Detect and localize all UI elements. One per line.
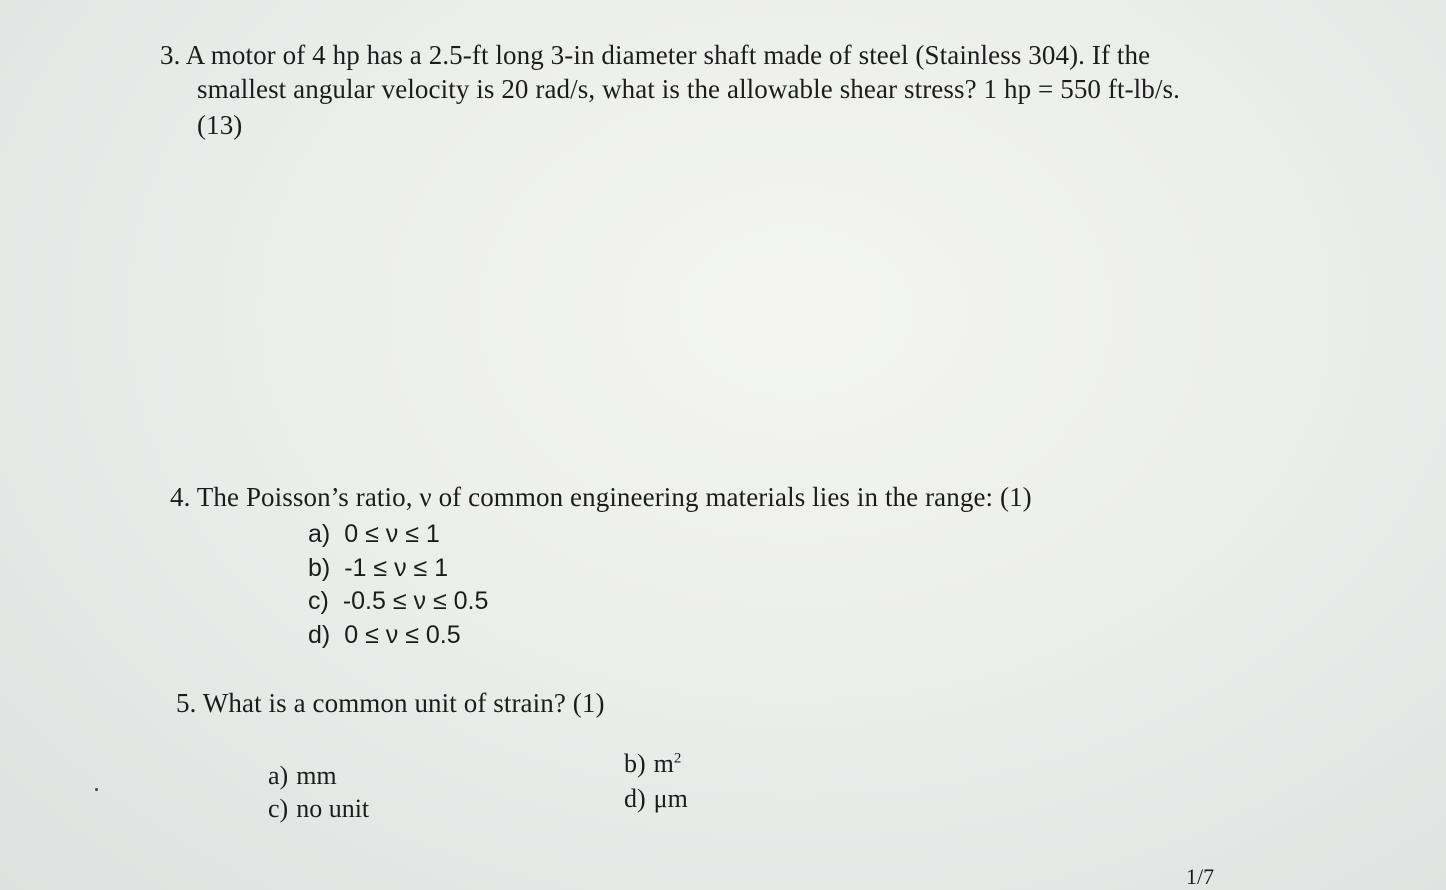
q5-option-b-superscript: 2 (673, 750, 682, 767)
q3-line-1: 3. A motor of 4 hp has a 2.5-ft long 3-in diameter shaft made of steel (Stainless 304). If the (160, 40, 1151, 70)
q4-option-c-text: -0.5 ≤ ν ≤ 0.5 (342, 587, 489, 615)
q5-option-d-label: d) (624, 784, 646, 813)
q4-option-a (308, 522, 440, 547)
q4-option-c (308, 589, 488, 614)
q5-option-b-text: m (653, 749, 674, 778)
q5-option-b (624, 751, 681, 777)
q4-option-b-label: b) (308, 554, 331, 582)
q5-question: 5. What is a common unit of strain? (1) (176, 688, 605, 718)
q3-line-3: (13) (197, 110, 243, 140)
q4-option-b (308, 556, 448, 581)
q5-option-d (624, 786, 688, 812)
q4-option-d-text: 0 ≤ ν ≤ 0.5 (344, 621, 461, 649)
q4-option-a-label: a) (308, 520, 331, 548)
paper-speck (95, 788, 98, 791)
q4-option-b-text: -1 ≤ ν ≤ 1 (344, 554, 449, 582)
q4-question: 4. The Poisson’s ratio, ν of common engineering materials lies in the range: (1) (170, 482, 1032, 512)
q4-option-d (308, 623, 461, 648)
q5-option-a-text: mm (296, 761, 337, 790)
q4-option-c-label: c) (308, 587, 329, 615)
q5-option-a-label: a) (268, 761, 289, 790)
q5-option-c (268, 796, 369, 822)
q3-line-2: smallest angular velocity is 20 rad/s, what is the allowable shear stress? 1 hp = 550 ft-lb/s. (197, 74, 1180, 104)
q5-option-d-text: μm (653, 784, 688, 813)
q5-option-c-label: c) (268, 794, 289, 823)
q4-option-a-text: 0 ≤ ν ≤ 1 (344, 520, 440, 548)
q4-option-d-label: d) (308, 621, 331, 649)
q5-option-b-label: b) (624, 749, 646, 778)
q5-option-c-text: no unit (296, 794, 370, 823)
q5-option-a (268, 763, 337, 789)
page-number: 1/7 (1186, 864, 1215, 889)
